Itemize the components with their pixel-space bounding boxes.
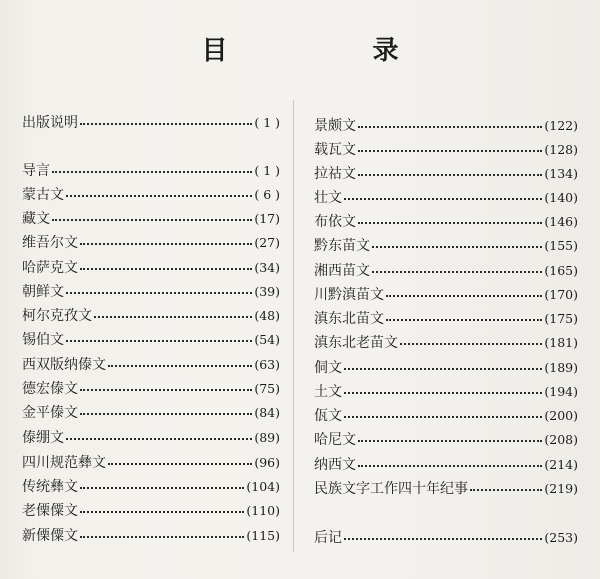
- dot-leader: [80, 243, 252, 245]
- toc-entry[interactable]: [314, 428, 578, 450]
- entry-title: 出版说明: [22, 115, 78, 131]
- dot-leader: [94, 316, 252, 318]
- toc-entry[interactable]: [314, 356, 578, 378]
- entry-page: (48): [254, 307, 280, 323]
- toc-entry[interactable]: [314, 114, 578, 136]
- entry-page: (39): [254, 283, 280, 299]
- dot-leader: [344, 538, 542, 540]
- entry-title: 佤文: [314, 408, 342, 424]
- entry-page: (155): [544, 237, 578, 253]
- entry-page: (165): [544, 262, 578, 278]
- entry-page: ( 6 ): [254, 186, 280, 202]
- entry-title: 哈萨克文: [22, 260, 78, 276]
- dot-leader: [358, 126, 542, 128]
- entry-title: 傣绷文: [22, 430, 64, 446]
- dot-leader: [80, 511, 244, 513]
- entry-title: 湘西苗文: [314, 263, 370, 279]
- toc-entry[interactable]: [314, 453, 578, 475]
- dot-leader: [372, 246, 542, 248]
- dot-leader: [66, 195, 252, 197]
- entry-page: (27): [254, 234, 280, 250]
- entry-title: 德宏傣文: [22, 381, 78, 397]
- dot-leader: [344, 198, 542, 200]
- entry-title: 土文: [314, 384, 342, 400]
- entry-title: 川黔滇苗文: [314, 287, 384, 303]
- dot-leader: [66, 340, 252, 342]
- entry-title: 滇东北老苗文: [314, 335, 398, 351]
- dot-leader: [358, 440, 542, 442]
- toc-entry[interactable]: [22, 499, 280, 521]
- toc-entry[interactable]: [22, 304, 280, 326]
- entry-title: 哈尼文: [314, 432, 356, 448]
- entry-page: (214): [544, 456, 578, 472]
- entry-page: (89): [254, 429, 280, 445]
- dot-leader: [386, 295, 542, 297]
- toc-entry[interactable]: [314, 477, 578, 499]
- entry-page: (189): [544, 359, 578, 375]
- toc-entry[interactable]: [314, 283, 578, 305]
- dot-leader: [80, 413, 252, 415]
- dot-leader: [108, 365, 252, 367]
- entry-title: 四川规范彝文: [22, 455, 106, 471]
- entry-title: 后记: [314, 530, 342, 546]
- dot-leader: [344, 368, 542, 370]
- dot-leader: [80, 487, 244, 489]
- entry-page: (104): [246, 478, 280, 494]
- entry-page: (128): [544, 141, 578, 157]
- dot-leader: [80, 536, 244, 538]
- dot-leader: [80, 389, 252, 391]
- dot-leader: [358, 222, 542, 224]
- toc-entry[interactable]: [22, 111, 280, 133]
- entry-page: ( 1 ): [254, 114, 280, 130]
- toc-entry[interactable]: [314, 138, 578, 160]
- entry-title: 老傈僳文: [22, 503, 78, 519]
- entry-page: (75): [254, 380, 280, 396]
- dot-leader: [358, 465, 542, 467]
- entry-title: 壮文: [314, 190, 342, 206]
- dot-leader: [344, 416, 542, 418]
- entry-page: (96): [254, 454, 280, 470]
- toc-entry[interactable]: [22, 183, 280, 205]
- column-divider: [293, 100, 294, 552]
- entry-page: (219): [544, 480, 578, 496]
- toc-entry[interactable]: [22, 256, 280, 278]
- entry-page: (115): [246, 527, 280, 543]
- dot-leader: [470, 489, 542, 491]
- dot-leader: [372, 271, 542, 273]
- entry-title: 传统彝文: [22, 479, 78, 495]
- entry-page: (208): [544, 431, 578, 447]
- entry-title: 景颇文: [314, 118, 356, 134]
- entry-page: (140): [544, 189, 578, 205]
- toc-entry[interactable]: [314, 331, 578, 353]
- entry-title: 纳西文: [314, 457, 356, 473]
- dot-leader: [66, 438, 252, 440]
- entry-page: (134): [544, 165, 578, 181]
- entry-page: (63): [254, 356, 280, 372]
- entry-page: ( 1 ): [254, 162, 280, 178]
- toc-entry[interactable]: [314, 380, 578, 402]
- entry-page: (110): [246, 502, 280, 518]
- entry-title: 黔东苗文: [314, 238, 370, 254]
- entry-title: 金平傣文: [22, 405, 78, 421]
- toc-entry[interactable]: [22, 328, 280, 350]
- entry-title: 侗文: [314, 360, 342, 376]
- dot-leader: [108, 463, 252, 465]
- entry-title: 新傈僳文: [22, 528, 78, 544]
- page-title: 目 录: [201, 36, 467, 66]
- toc-entry[interactable]: [314, 162, 578, 184]
- toc-entry[interactable]: [22, 377, 280, 399]
- entry-title: 民族文字工作四十年纪事: [314, 481, 468, 497]
- entry-page: (200): [544, 407, 578, 423]
- toc-entry[interactable]: [22, 159, 280, 181]
- toc-entry[interactable]: [22, 524, 280, 546]
- entry-title: 维吾尔文: [22, 235, 78, 251]
- toc-entry[interactable]: [22, 231, 280, 253]
- toc-entry[interactable]: [314, 234, 578, 256]
- toc-entry[interactable]: [22, 475, 280, 497]
- entry-page: (253): [544, 529, 578, 545]
- entry-page: (84): [254, 404, 280, 420]
- entry-title: 藏文: [22, 211, 50, 227]
- dot-leader: [358, 150, 542, 152]
- entry-page: (170): [544, 286, 578, 302]
- toc-entry[interactable]: [22, 280, 280, 302]
- toc-entry[interactable]: [22, 353, 280, 375]
- toc-entry[interactable]: [314, 210, 578, 232]
- entry-page: (146): [544, 213, 578, 229]
- toc-entry[interactable]: [22, 401, 280, 423]
- dot-leader: [344, 392, 542, 394]
- entry-title: 蒙古文: [22, 187, 64, 203]
- entry-title: 西双版纳傣文: [22, 357, 106, 373]
- entry-title: 拉祜文: [314, 166, 356, 182]
- dot-leader: [400, 343, 542, 345]
- dot-leader: [80, 268, 252, 270]
- entry-page: (122): [544, 117, 578, 133]
- toc-entry[interactable]: [22, 451, 280, 473]
- entry-title: 布依文: [314, 214, 356, 230]
- entry-page: (194): [544, 383, 578, 399]
- dot-leader: [386, 319, 542, 321]
- entry-title: 锡伯文: [22, 332, 64, 348]
- toc-entry[interactable]: [314, 404, 578, 426]
- dot-leader: [66, 292, 252, 294]
- toc-entry[interactable]: [314, 186, 578, 208]
- dot-leader: [52, 219, 252, 221]
- entry-page: (34): [254, 259, 280, 275]
- entry-title: 载瓦文: [314, 142, 356, 158]
- toc-entry[interactable]: [22, 426, 280, 448]
- entry-title: 导言: [22, 163, 50, 179]
- entry-page: (175): [544, 310, 578, 326]
- entry-title: 柯尔克孜文: [22, 308, 92, 324]
- entry-title: 朝鲜文: [22, 284, 64, 300]
- entry-page: (54): [254, 331, 280, 347]
- toc-entry[interactable]: [22, 207, 280, 229]
- entry-title: 滇东北苗文: [314, 311, 384, 327]
- dot-leader: [358, 174, 542, 176]
- entry-page: (17): [254, 210, 280, 226]
- toc-entry[interactable]: [314, 307, 578, 329]
- toc-entry[interactable]: [314, 526, 578, 548]
- dot-leader: [80, 123, 252, 125]
- dot-leader: [52, 171, 252, 173]
- entry-page: (181): [544, 334, 578, 350]
- toc-entry[interactable]: [314, 259, 578, 281]
